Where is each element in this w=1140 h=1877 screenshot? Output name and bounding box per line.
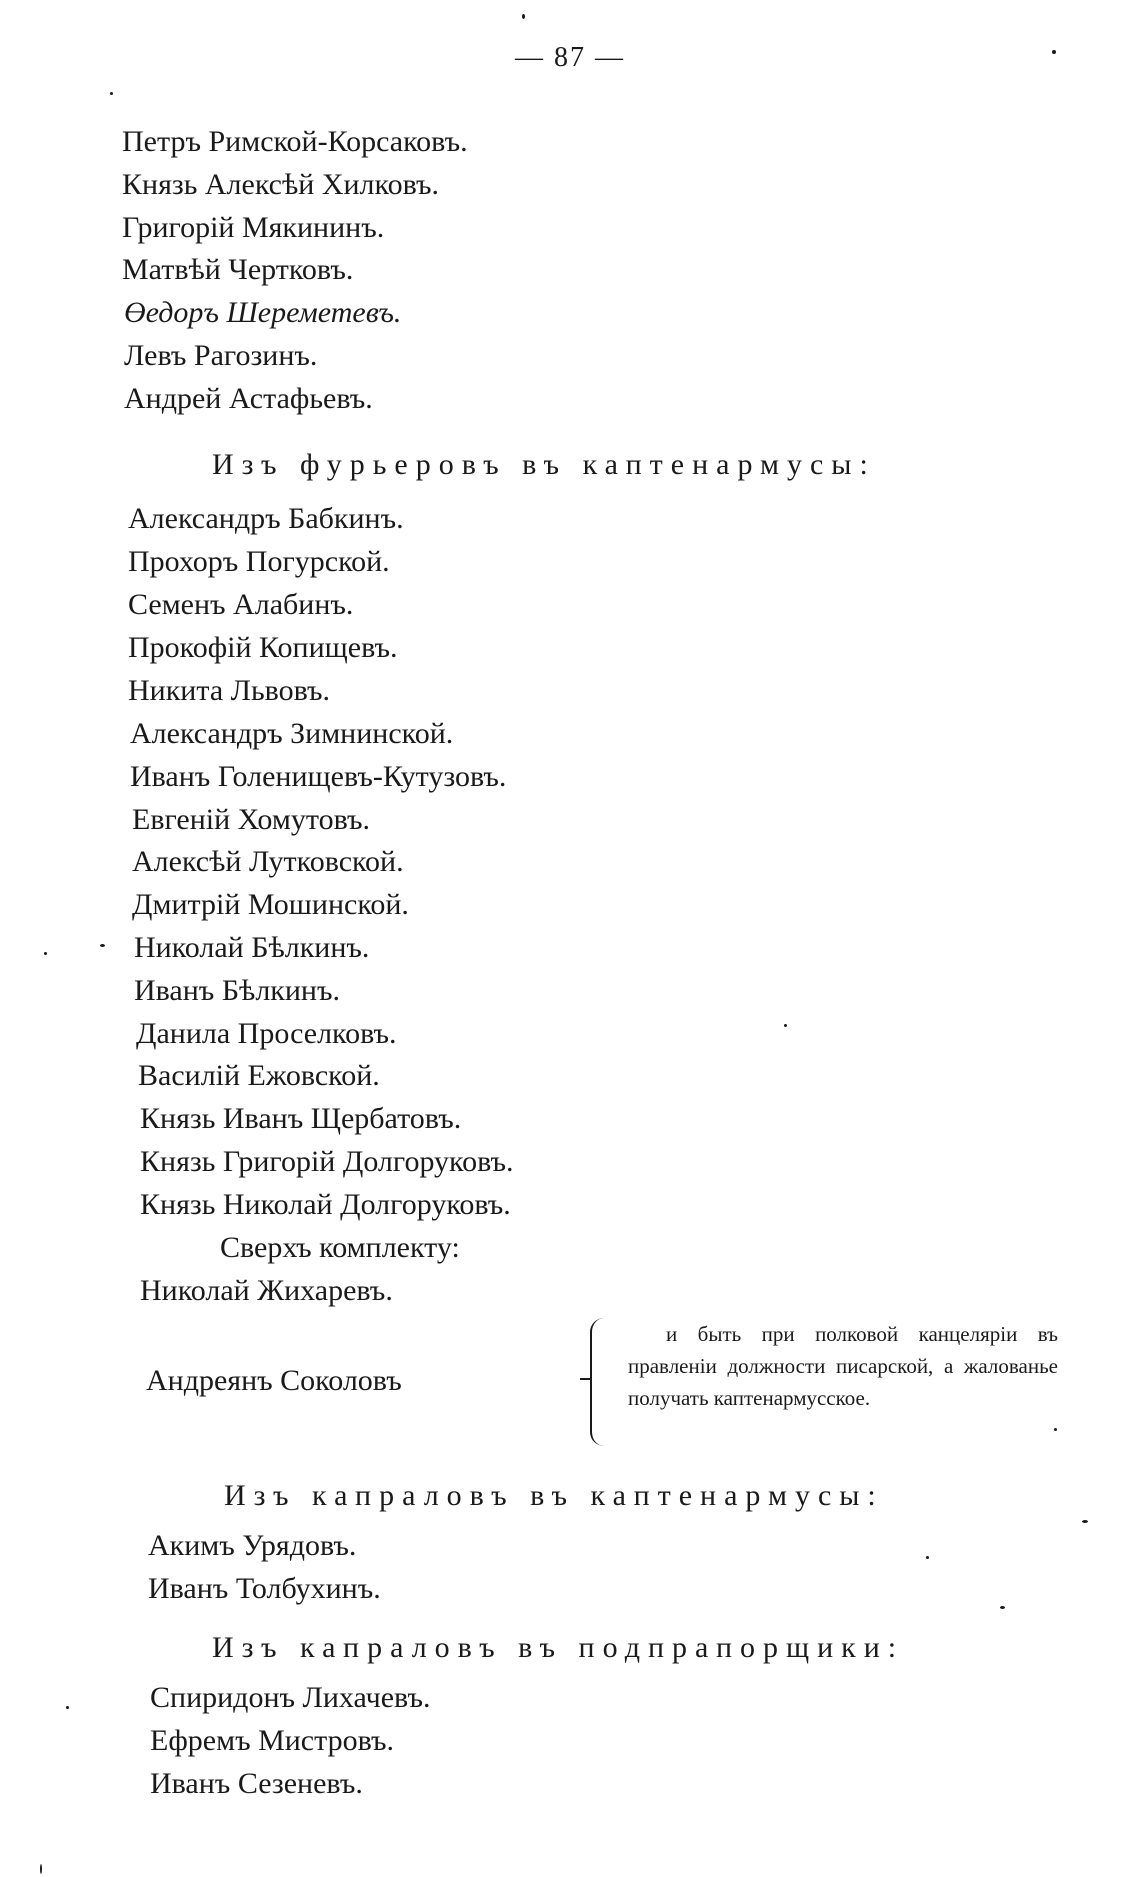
name-line: Дмитрій Мошинской. (132, 888, 409, 921)
name-line: Никита Львовъ. (128, 674, 331, 707)
name-line: Князь Григорій Долгоруковъ. (140, 1145, 514, 1178)
scan-speck (784, 1024, 787, 1027)
name-line: Князь Иванъ Щербатовъ. (140, 1102, 462, 1135)
name-line: Василій Ежовской. (138, 1059, 380, 1092)
name-line: Прокофій Копищевъ. (128, 631, 398, 664)
name-line: Андреянъ Соколовъ (146, 1364, 402, 1397)
scan-speck (1054, 1428, 1057, 1431)
scan-speck (66, 1706, 69, 1709)
scan-speck (110, 92, 113, 95)
scan-speck (44, 952, 47, 955)
name-line: Акимъ Урядовъ. (148, 1529, 357, 1562)
name-line: Иванъ Сезеневъ. (150, 1767, 363, 1800)
name-line: Иванъ Толбухинъ. (148, 1572, 381, 1605)
section-heading: Изъ капраловъ въ каптенармусы: (224, 1479, 884, 1512)
subheading: Сверхъ комплекту: (220, 1231, 460, 1264)
name-line: Данила Проселковъ. (136, 1017, 397, 1050)
section-heading: Изъ фурьеровъ въ каптенармусы: (212, 448, 876, 481)
side-note: и быть при полковой канцеляріи въ правленіи должности писарской, а жалованье получать каптенармусское. (628, 1322, 1058, 1410)
scan-speck (1000, 1606, 1005, 1609)
name-line: Семенъ Алабинъ. (128, 588, 354, 621)
name-line: Алексѣй Лутковской. (132, 845, 404, 878)
scan-speck (100, 944, 105, 947)
name-line: Николай Бѣлкинъ. (134, 931, 370, 964)
name-line: Николай Жихаревъ. (140, 1274, 393, 1307)
name-line: Прохоръ Погурской. (128, 545, 390, 578)
scan-speck (1052, 50, 1056, 54)
name-line: Князь Николай Долгоруковъ. (140, 1188, 511, 1221)
name-line: Евгеній Хомутовъ. (132, 803, 370, 836)
scan-speck (926, 1556, 929, 1559)
name-line: Иванъ Бѣлкинъ. (134, 974, 341, 1007)
name-line: Ефремъ Мистровъ. (150, 1724, 395, 1757)
name-line: Петръ Римской-Корсаковъ. (122, 125, 468, 158)
name-line: Князь Алексѣй Хилковъ. (122, 168, 440, 201)
name-line: Матвѣй Чертковъ. (122, 253, 354, 286)
name-line: Григорій Мякининъ. (122, 211, 385, 244)
name-line-italic: Өедоръ Шереметевъ. (124, 296, 402, 329)
section-heading: Изъ капраловъ въ подпрапорщики: (212, 1631, 905, 1664)
scan-speck (1082, 1520, 1088, 1523)
brace-tip (580, 1378, 590, 1380)
name-line: Александръ Зимнинской. (130, 717, 454, 750)
scan-speck (522, 14, 525, 19)
name-line: Левъ Рагозинъ. (124, 339, 318, 372)
name-line: Иванъ Голенищевъ-Кутузовъ. (130, 760, 507, 793)
name-line: Андрей Астафьевъ. (124, 382, 373, 415)
brace (590, 1318, 614, 1446)
page-number: — 87 — (515, 42, 625, 73)
scan-speck (40, 1864, 42, 1874)
name-line: Спиридонъ Лихачевъ. (150, 1681, 431, 1714)
name-line: Александръ Бабкинъ. (128, 502, 404, 535)
